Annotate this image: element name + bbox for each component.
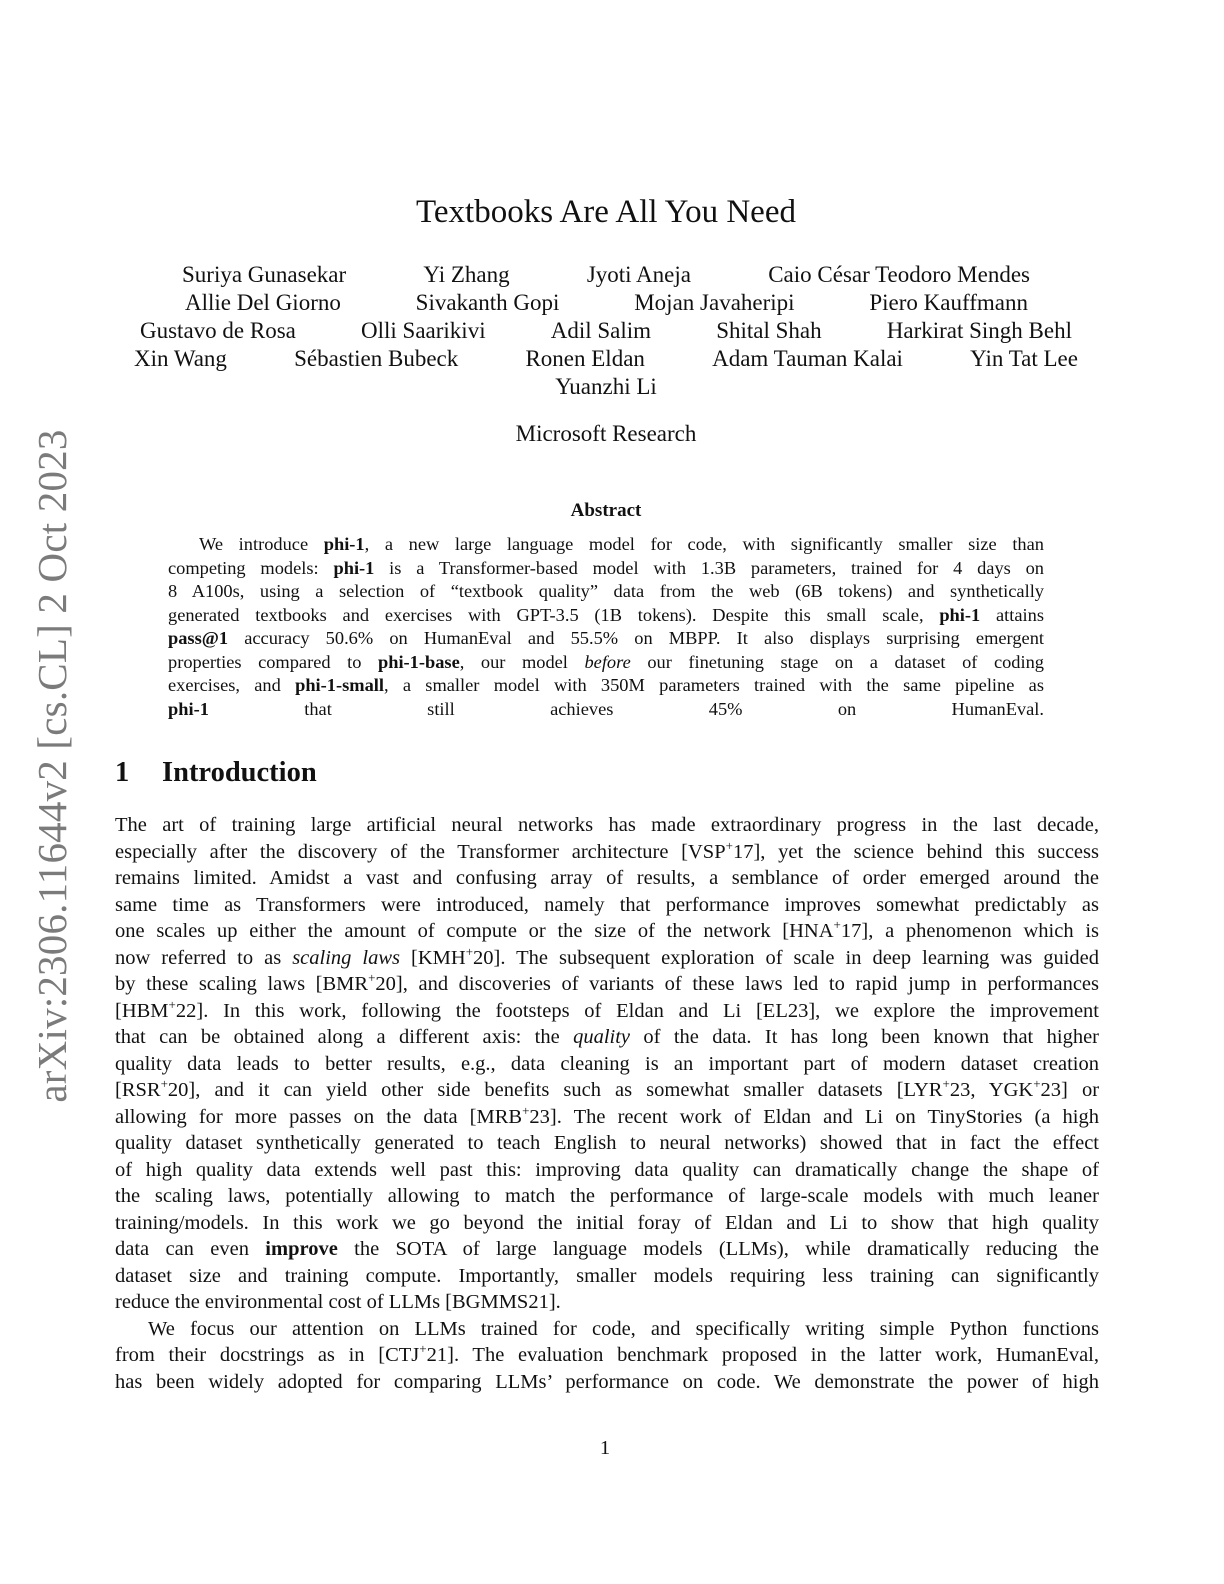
text-line: quality data leads to better results, e.g., data cleaning is an important part of modern dataset creation — [115, 1052, 1099, 1075]
model-name: phi-1 — [333, 557, 375, 578]
author-name: Sivakanth Gopi — [415, 290, 560, 315]
emphasis-text: before — [584, 651, 631, 672]
text-line: data can even improve the SOTA of large language models (LLMs), while dramatically reducing the — [115, 1238, 1099, 1260]
abstract-body — [168, 533, 1044, 721]
text-line: has been widely adopted for comparing LLMs’ performance on code. We demonstrate the power of high — [115, 1370, 1099, 1393]
author-name: Harkirat Singh Behl — [886, 318, 1072, 343]
author-name: Yin Tat Lee — [970, 346, 1078, 371]
abstract-line: We introduce phi-1, a new large language model for code, with significantly smaller size than — [199, 534, 1044, 554]
author-line-1 — [182, 261, 1030, 289]
text-line: The art of training large artificial neural networks has made extraordinary progress in the last decade, — [115, 814, 1099, 836]
author-name: Xin Wang — [134, 346, 227, 371]
author-name: Olli Saarikivi — [361, 318, 486, 343]
author-line-3 — [140, 317, 1072, 345]
text-line: We focus our attention on LLMs trained for code, and specifically writing simple Python functions — [148, 1317, 1099, 1340]
author-name: Mojan Javaheripi — [634, 290, 795, 315]
section-title: Introduction — [162, 757, 317, 788]
model-name: phi-1 — [168, 698, 209, 719]
paper-title: Textbooks Are All You Need — [416, 194, 796, 230]
text-line: same time as Transformers were introduced, namely that performance improves somewhat predictably as — [115, 893, 1099, 916]
author-name: Adam Tauman Kalai — [712, 346, 903, 371]
text-line: from their docstrings as in [CTJ+21]. The evaluation benchmark proposed in the latter work, HumanEval, — [115, 1342, 1099, 1366]
text-line: especially after the discovery of the Transformer architecture [VSP+17], yet the science behind this success — [115, 838, 1099, 863]
author-name: Jyoti Aneja — [586, 262, 691, 287]
section-heading — [115, 756, 317, 790]
emphasis-text: quality — [573, 1026, 630, 1048]
abstract-line: competing models: phi-1 is a Transformer-based model with 1.3B parameters, trained for 4 days on — [168, 557, 1044, 578]
text-line: [RSR+20], and it can yield other side benefits such as somewhat smaller datasets [LYR+23, YGK+23] or — [115, 1077, 1099, 1101]
abstract-line: properties compared to phi-1-base, our model before our finetuning stage on a dataset of coding — [168, 651, 1044, 672]
author-name: Caio César Teodoro Mendes — [768, 262, 1030, 287]
text-line: that can be obtained along a different axis: the quality of the data. It has long been known that higher — [115, 1026, 1099, 1048]
author-line-2 — [185, 289, 1028, 317]
text-line: training/models. In this work we go beyond the initial foray of Eldan and Li to show that high quality — [115, 1211, 1099, 1234]
author-name: Yuanzhi Li — [555, 374, 657, 399]
author-name: Suriya Gunasekar — [182, 262, 347, 287]
arxiv-identifier-stamp: arXiv:2306.11644v2 [cs.CL] 2 Oct 2023 — [29, 429, 75, 1103]
abstract-line: pass@1 accuracy 50.6% on HumanEval and 55.5% on MBPP. It also displays surprising emergent — [168, 628, 1044, 648]
text-line: dataset size and training compute. Importantly, smaller models requiring less training can significantly — [115, 1264, 1099, 1287]
author-name: Adil Salim — [550, 318, 652, 343]
abstract-line: phi-1 that still achieves 45% on HumanEval. — [168, 698, 1044, 719]
intro-body — [115, 812, 1099, 1395]
author-name: Yi Zhang — [423, 262, 510, 287]
affiliation: Microsoft Research — [515, 421, 697, 446]
section-number: 1 — [115, 757, 130, 788]
text-line: now referred to as scaling laws [KMH+20]. The subsequent exploration of scale in deep learning was guided — [115, 944, 1099, 969]
abstract-heading: Abstract — [570, 500, 642, 521]
model-name: phi-1-base — [377, 651, 460, 672]
abstract-line: exercises, and phi-1-small, a smaller model with 350M parameters trained with the same pipeline as — [168, 675, 1044, 695]
author-name: Allie Del Giorno — [185, 290, 341, 315]
emphasis-text: improve — [265, 1238, 338, 1260]
text-line: remains limited. Amidst a vast and confusing array of results, a semblance of order emerged around the — [115, 867, 1099, 889]
abstract-line: 8 A100s, using a selection of “textbook quality” data from the web (6B tokens) and synthetically — [168, 581, 1044, 601]
metric-name: pass@1 — [168, 628, 229, 648]
text-line: reduce the environmental cost of LLMs [BGMMS21]. — [115, 1291, 561, 1313]
abstract-line: generated textbooks and exercises with GPT-3.5 (1B tokens). Despite this small scale, phi-1 attains — [168, 604, 1044, 625]
author-line-5 — [0, 373, 1212, 401]
author-line-4 — [134, 345, 1078, 373]
page-number: 1 — [599, 1437, 611, 1459]
text-line: quality dataset synthetically generated to teach English to neural networks) showed that in fact the effect — [115, 1132, 1099, 1154]
text-line: of high quality data extends well past this: improving data quality can dramatically change the shape of — [115, 1158, 1099, 1181]
model-name: phi-1 — [323, 534, 365, 554]
model-name: phi-1 — [939, 604, 981, 625]
text-line: allowing for more passes on the data [MRB+23]. The recent work of Eldan and Li on TinyStories (a high — [115, 1103, 1099, 1128]
text-line: the scaling laws, potentially allowing to match the performance of large-scale models with much leaner — [115, 1185, 1099, 1207]
emphasis-text: scaling laws — [292, 946, 401, 969]
author-name: Shital Shah — [716, 318, 822, 343]
text-line: [HBM+22]. In this work, following the footsteps of Eldan and Li [EL23], we explore the improvement — [115, 997, 1099, 1022]
text-line: one scales up either the amount of compute or the size of the network [HNA+17], a phenomenon which is — [115, 918, 1099, 942]
model-name: phi-1-small — [295, 675, 384, 695]
author-name: Sébastien Bubeck — [294, 346, 459, 371]
text-line: by these scaling laws [BMR+20], and discoveries of variants of these laws led to rapid jump in performances — [115, 971, 1099, 995]
author-name: Piero Kauffmann — [869, 290, 1028, 315]
author-name: Gustavo de Rosa — [140, 318, 296, 343]
author-name: Ronen Eldan — [525, 346, 645, 371]
